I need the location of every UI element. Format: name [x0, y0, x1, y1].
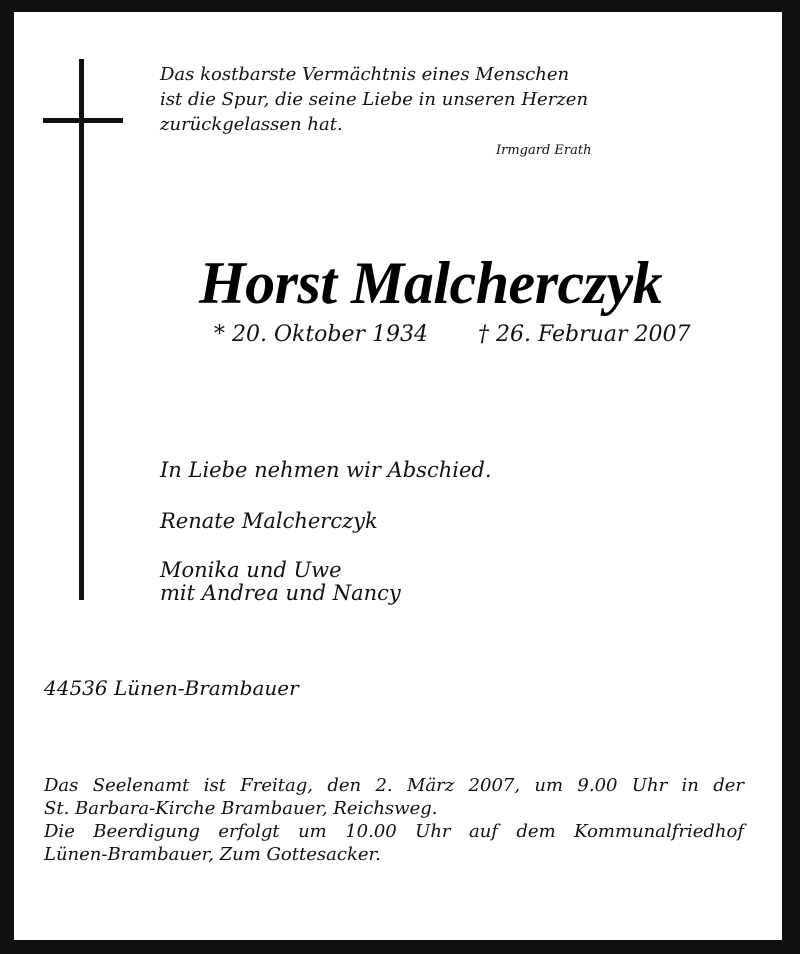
service-details	[44, 774, 744, 866]
memorial-quote	[160, 62, 588, 137]
quote-line: zurückgelassen hat.	[160, 114, 343, 135]
farewell-text: In Liebe nehmen wir Abschied.	[160, 458, 492, 482]
birth-date: * 20. Oktober 1934	[214, 322, 429, 347]
mourner-name: Renate Malcherczyk	[160, 509, 378, 533]
location: 44536 Lünen-Brambauer	[44, 676, 299, 700]
service-line: St. Barbara-Kirche Brambauer, Reichsweg.	[44, 798, 438, 819]
cross-icon	[79, 59, 84, 600]
deceased-name: Horst Malcherczyk	[199, 250, 663, 316]
service-line: Das Seelenamt ist Freitag, den 2. März 2007, um 9.00 Uhr in der	[44, 775, 744, 796]
mourner-name: mit Andrea und Nancy	[160, 581, 401, 605]
mourner-name: Monika und Uwe	[160, 558, 342, 582]
quote-line: Das kostbarste Vermächtnis eines Menschen	[160, 64, 570, 85]
quote-line: ist die Spur, die seine Liebe in unseren Herzen	[160, 89, 589, 110]
cross-icon-bar	[43, 118, 123, 123]
death-date: † 26. Februar 2007	[478, 322, 691, 347]
quote-author: Irmgard Erath	[496, 143, 592, 158]
service-line: Lünen-Brambauer, Zum Gottesacker.	[44, 844, 381, 865]
service-line: Die Beerdigung erfolgt um 10.00 Uhr auf dem Kommunalfriedhof	[44, 821, 744, 842]
